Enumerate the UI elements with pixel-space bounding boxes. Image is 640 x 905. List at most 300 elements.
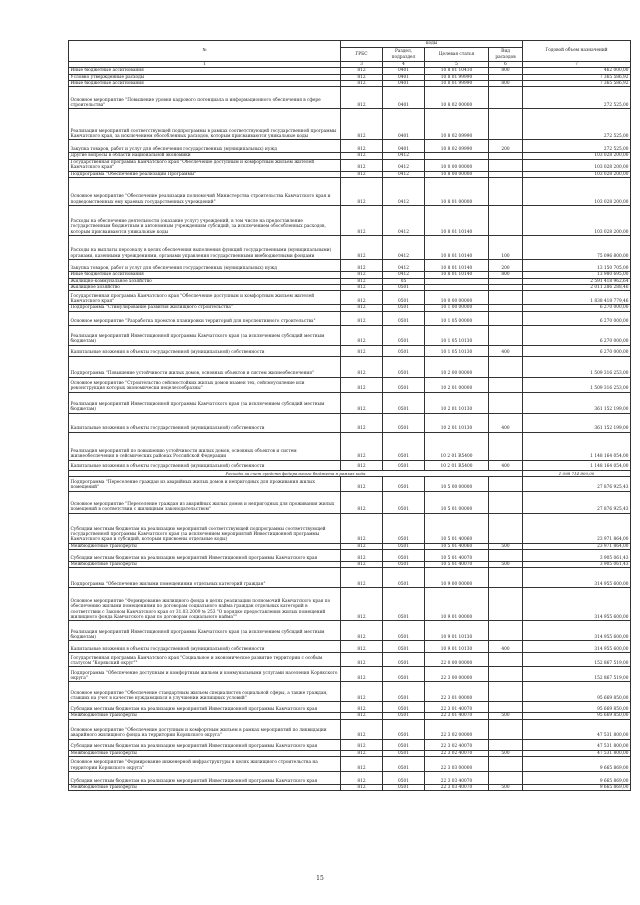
row-target-item: 10 5 01 40060: [425, 543, 489, 549]
row-expense-type: [489, 772, 523, 785]
row-name: Подпрограмма "Обеспечение жилыми помещениями отдельных категорий граждан": [69, 568, 341, 588]
row-name: Основное мероприятие "Разработка проектов планировки территорий для перспективного строительства": [69, 311, 341, 325]
row-grbs: 812: [341, 653, 383, 667]
row-amount: 103 028 200,00: [523, 178, 631, 206]
row-target-item: 22 3 02 40070: [425, 750, 489, 756]
row-expense-type: [489, 549, 523, 561]
row-section: 0401: [383, 109, 425, 140]
row-target-item: 22 3 00 00000: [425, 667, 489, 682]
row-grbs: 812: [341, 68, 383, 74]
row-name: Капитальные вложения в объекты государственной (муниципальной) собственности: [69, 413, 341, 432]
row-section: 0501: [383, 345, 425, 356]
row-amount: 314 955 600,00: [523, 568, 631, 588]
row-amount: 7 365 586,92: [523, 74, 631, 80]
row-section: 0501: [383, 291, 425, 305]
row-amount: 1 509 316 253,00: [523, 356, 631, 377]
row-grbs: 812: [341, 491, 383, 513]
row-section: 0501: [383, 588, 425, 621]
row-expense-type: [489, 513, 523, 543]
row-grbs: 812: [341, 206, 383, 236]
row-amount: 95 669 850,00: [523, 713, 631, 719]
table-row: [69, 206, 631, 236]
row-grbs: 812: [341, 377, 383, 392]
row-amount: 1 509 316 253,00: [523, 377, 631, 392]
row-grbs: 812: [341, 356, 383, 377]
row-grbs: 812: [341, 236, 383, 260]
row-grbs: 812: [341, 278, 383, 284]
row-grbs: 812: [341, 568, 383, 588]
row-target-item: 22 3 03 40070: [425, 785, 489, 791]
row-section: 0401: [383, 140, 425, 153]
row-target-item: 22 3 03 00000: [425, 757, 489, 772]
row-amount: 75 096 800,00: [523, 236, 631, 260]
row-name: Основное мероприятие "Формирование жилищного фонда в целях реализации полномочий Камчатского края по обеспечению жилыми помещениями по договорам социального найма граждан отдельных категорий в соответствии с Законом Камчатского края от 31.03.2009 № 253 "О порядке предоставления жилых помещений жилищного фонда Камчатского края по договорам социального найма"": [69, 588, 341, 621]
row-amount: 47 531 800,00: [523, 719, 631, 739]
row-grbs: 812: [341, 392, 383, 413]
header-col-num: 6: [489, 62, 523, 68]
row-expense-type: [489, 719, 523, 739]
budget-document: [68, 40, 630, 791]
row-target-item: 10 1 05 10130: [425, 345, 489, 356]
row-expense-type: 500: [489, 750, 523, 756]
row-section: 0501: [383, 757, 425, 772]
row-name: Межбюджетные трансферты: [69, 543, 341, 549]
row-name: Закупка товаров, работ и услуг для обеспечения государственных (муниципальных) нужд: [69, 260, 341, 272]
row-amount: 103 028 200,00: [523, 206, 631, 236]
row-expense-type: [489, 206, 523, 236]
row-expense-type: [489, 667, 523, 682]
row-section: 0501: [383, 750, 425, 756]
header-col-num: 1: [69, 62, 341, 68]
row-amount: 1 148 164 054,00: [523, 432, 631, 460]
row-grbs: 812: [341, 87, 383, 109]
row-grbs: 812: [341, 719, 383, 739]
row-amount: 95 669 850,00: [523, 702, 631, 713]
row-section: 0501: [383, 682, 425, 702]
row-target-item: 10 1 00 00000: [425, 305, 489, 311]
table-row: [69, 653, 631, 667]
row-section: 0501: [383, 356, 425, 377]
row-expense-type: [489, 109, 523, 140]
row-name: Государственная программа Камчатского края "Обеспечение доступным и комфортным жильем жителей Камчатского края": [69, 159, 341, 171]
row-amount: 3 905 061,43: [523, 549, 631, 561]
row-target-item: 10 8 00 00000: [425, 171, 489, 177]
row-expense-type: [489, 178, 523, 206]
row-name: Реализация мероприятий по повышению устойчивости жилых домов, основных объектов и систем жизнеобеспечения в сейсмических районах Российской Федерации: [69, 432, 341, 460]
row-expense-type: [489, 621, 523, 641]
row-target-item: 10 9 01 10130: [425, 641, 489, 653]
table-row: [69, 719, 631, 739]
row-target-item: 22 3 01 40070: [425, 702, 489, 713]
row-section: 0501: [383, 284, 425, 290]
header-grbs: ГРБС: [341, 48, 383, 62]
row-name: Межбюджетные трансферты: [69, 750, 341, 756]
row-name: Подпрограмма "Переселение граждан из аварийных жилых домов и непригодных для проживания жилых помещений": [69, 476, 341, 491]
header-col-num: 7: [523, 62, 631, 68]
row-grbs: 812: [341, 153, 383, 159]
row-section: 0501: [383, 543, 425, 549]
row-amount: 1 148 164 054,00: [523, 460, 631, 470]
row-grbs: 812: [341, 159, 383, 171]
row-target-item: 10 9 01 00000: [425, 588, 489, 621]
row-amount: 23 971 864,00: [523, 513, 631, 543]
row-expense-type: [489, 291, 523, 305]
row-section: 0501: [383, 713, 425, 719]
row-expense-type: 500: [489, 785, 523, 791]
row-amount: 314 955 600,00: [523, 588, 631, 621]
row-target-item: 10 2 01 R5400: [425, 460, 489, 470]
header-col-num: 3: [341, 62, 383, 68]
row-name: Реализация мероприятий соответствующей подпрограммы в рамках соответствующей государственной программы Камчатского края, за исключением обособленных расходов, которым присваиваются уникальные коды: [69, 109, 341, 140]
row-target-item: 10 5 01 40070: [425, 549, 489, 561]
row-section: 0501: [383, 549, 425, 561]
table-row: [69, 356, 631, 377]
row-section: 0501: [383, 667, 425, 682]
row-grbs: 812: [341, 325, 383, 345]
header-name: №: [69, 41, 341, 62]
row-expense-type: [489, 702, 523, 713]
row-grbs: 812: [341, 621, 383, 641]
row-section: 0401: [383, 87, 425, 109]
row-target-item: 22 3 02 00000: [425, 719, 489, 739]
table-row: [69, 392, 631, 413]
row-name: Субсидии местным бюджетам на реализацию мероприятий Инвестиционной программы Камчатского края: [69, 702, 341, 713]
table-row: [69, 513, 631, 543]
row-name: Капитальные вложения в объекты государственной (муниципальной) собственности: [69, 345, 341, 356]
row-name: Межбюджетные трансферты: [69, 785, 341, 791]
row-name: Капитальные вложения в объекты государственной (муниципальной) собственности: [69, 641, 341, 653]
table-row: [69, 476, 631, 491]
row-section: 0412: [383, 153, 425, 159]
row-expense-type: [489, 325, 523, 345]
table-row: [69, 588, 631, 621]
row-target-item: 10 2 01 10130: [425, 413, 489, 432]
header-col-num: 4: [383, 62, 425, 68]
row-grbs: 812: [341, 641, 383, 653]
row-amount: 9 665 869,00: [523, 772, 631, 785]
row-target-item: 10 5 01 40070: [425, 561, 489, 567]
row-name: Основное мероприятие "Переселение граждан из аварийных жилых домов и непригодных для проживания жилых помещений в соответствии с жилищным законодательством": [69, 491, 341, 513]
row-grbs: 812: [341, 561, 383, 567]
row-amount: 6 270 000,00: [523, 311, 631, 325]
row-name: Подпрограмма "Повышение устойчивости жилых домов, основных объектов и систем жизнеобеспечения": [69, 356, 341, 377]
row-grbs: 812: [341, 284, 383, 290]
row-target-item: 10 9 01 10130: [425, 621, 489, 641]
row-section: 0412: [383, 236, 425, 260]
row-amount: 103 028 200,00: [523, 171, 631, 177]
header-expense-type: Вид расходов: [489, 48, 523, 62]
row-grbs: 812: [341, 739, 383, 750]
row-grbs: 812: [341, 543, 383, 549]
table-body: [69, 68, 631, 791]
row-amount: 7 365 586,92: [523, 81, 631, 87]
row-expense-type: 800: [489, 68, 523, 74]
row-target-item: 10 8 02 00000: [425, 87, 489, 109]
row-grbs: 812: [341, 272, 383, 278]
row-section: 0501: [383, 561, 425, 567]
page-number: 15: [316, 875, 324, 882]
row-amount: 9 665 869,00: [523, 785, 631, 791]
row-section: 0501: [383, 325, 425, 345]
row-name: Подпрограмма "Обеспечение реализации Программы": [69, 171, 341, 177]
header-col-num: 5: [425, 62, 489, 68]
row-amount: 152 867 519,00: [523, 653, 631, 667]
row-grbs: 812: [341, 432, 383, 460]
row-section: 0501: [383, 311, 425, 325]
row-section: 0501: [383, 392, 425, 413]
header-codes: коды: [341, 41, 523, 48]
row-target-item: 10 9 00 00000: [425, 568, 489, 588]
row-name: Государственная программа Камчатского края "Социальное и экономическое развитие территории с особым статусом "Корякский округ"": [69, 653, 341, 667]
row-target-item: 10 2 01 R5400: [425, 432, 489, 460]
row-name: Капитальные вложения в объекты государственной (муниципальной) собственности: [69, 460, 341, 470]
row-expense-type: 400: [489, 641, 523, 653]
row-section: 0501: [383, 377, 425, 392]
row-name: Основное мероприятие "Обеспечение стандартным жильем специалистов социальной сферы, а также граждан, ставших на учет в качестве нуждающихся в улучшении жилищных условий": [69, 682, 341, 702]
table-row: [69, 291, 631, 305]
row-section: 0501: [383, 305, 425, 311]
row-target-item: 10 8 01 00000: [425, 178, 489, 206]
row-grbs: 812: [341, 305, 383, 311]
row-name: Субсидии местным бюджетам на реализацию мероприятий Инвестиционной программы Камчатского края: [69, 772, 341, 785]
row-name: Основное мероприятие "Строительство сейсмостойких жилых домов взамен тех, сейсмоусиление или реконструкция которых экономически нецелесообразны": [69, 377, 341, 392]
row-target-item: 10 2 01 00000: [425, 377, 489, 392]
row-grbs: 812: [341, 291, 383, 305]
row-expense-type: [489, 311, 523, 325]
row-target-item: 10 8 02 09990: [425, 109, 489, 140]
row-target-item: 10 0 00 00000: [425, 159, 489, 171]
table-row: [69, 87, 631, 109]
table-row: [69, 432, 631, 460]
row-name: Реализация мероприятий Инвестиционной программы Камчатского края (за исключением субсидий местным бюджетам): [69, 621, 341, 641]
row-grbs: 812: [341, 549, 383, 561]
row-target-item: 10 5 01 00000: [425, 491, 489, 513]
row-amount: 27 876 925,43: [523, 476, 631, 491]
row-section: 0501: [383, 739, 425, 750]
row-section: 0412: [383, 206, 425, 236]
row-grbs: 812: [341, 460, 383, 470]
row-section: 0501: [383, 653, 425, 667]
row-grbs: 812: [341, 171, 383, 177]
row-expense-type: 200: [489, 140, 523, 153]
table-row: [69, 325, 631, 345]
row-expense-type: 500: [489, 713, 523, 719]
row-section: 0501: [383, 432, 425, 460]
row-amount: 23 971 864,00: [523, 543, 631, 549]
row-name: Государственная программа Камчатского края "Обеспечение доступным и комфортным жильем жителей Камчатского края": [69, 291, 341, 305]
row-name: Основное мероприятие "Повышение уровня кадрового потенциала и информационного обеспечения в сфере строительства": [69, 87, 341, 109]
table-row: [69, 621, 631, 641]
table-row: [69, 311, 631, 325]
row-target-item: 22 3 03 40070: [425, 772, 489, 785]
row-grbs: 812: [341, 311, 383, 325]
table-row: [69, 549, 631, 561]
row-name: Межбюджетные трансферты: [69, 713, 341, 719]
table-row: [69, 460, 631, 470]
row-target-item: 10 8 01 10140: [425, 260, 489, 272]
row-grbs: 812: [341, 750, 383, 756]
row-expense-type: 800: [489, 81, 523, 87]
row-section: 0412: [383, 159, 425, 171]
table-row: [69, 702, 631, 713]
row-name: Закупка товаров, работ и услуг для обеспечения государственных (муниципальных) нужд: [69, 140, 341, 153]
row-expense-type: 400: [489, 345, 523, 356]
row-target-item: 10 8 01 10140: [425, 206, 489, 236]
row-target-item: 10 0 00 00000: [425, 291, 489, 305]
row-amount: 13 150 705,00: [523, 260, 631, 272]
row-expense-type: [489, 87, 523, 109]
row-amount: 314 955 600,00: [523, 621, 631, 641]
row-name: Жилищное хозяйство: [69, 284, 341, 290]
row-name: Субсидии местным бюджетам на реализацию мероприятий соответствующей подпрограммы соответствующей государственной программы Камчатского края (за исключением мероприятий Инвестиционной программы Камчатского края и субсидий, которым присвоены отдельные коды): [69, 513, 341, 543]
row-section: 0412: [383, 260, 425, 272]
row-name: Иные бюджетные ассигнования: [69, 81, 341, 87]
row-grbs: 812: [341, 140, 383, 153]
row-section: 0401: [383, 68, 425, 74]
row-section: 0501: [383, 460, 425, 470]
row-grbs: 812: [341, 772, 383, 785]
row-amount: 361 152 199,00: [523, 392, 631, 413]
header-target-item: Целевая статья: [425, 48, 489, 62]
row-amount: 272 525,00: [523, 109, 631, 140]
table-row: [69, 236, 631, 260]
row-name: Расходы на выплаты персоналу в целях обеспечения выполнения функций государственными (муниципальными) органами, казенными учреждениями, органами управления государственными внебюджетными фондами: [69, 236, 341, 260]
row-amount: 1 838 418 779,46: [523, 291, 631, 305]
row-target-item: 10 5 01 40060: [425, 513, 489, 543]
row-amount: 6 270 000,00: [523, 305, 631, 311]
table-row: [69, 641, 631, 653]
row-amount: 103 028 200,00: [523, 159, 631, 171]
row-expense-type: [489, 757, 523, 772]
row-amount: 95 669 850,00: [523, 682, 631, 702]
row-target-item: 10 8 01 10140: [425, 272, 489, 278]
row-expense-type: 400: [489, 413, 523, 432]
row-grbs: 812: [341, 260, 383, 272]
row-section: 0412: [383, 178, 425, 206]
table-row: [69, 413, 631, 432]
row-target-item: 10 8 01 10140: [425, 236, 489, 260]
row-grbs: 812: [341, 757, 383, 772]
row-grbs: 812: [341, 785, 383, 791]
row-section: 0501: [383, 621, 425, 641]
row-expense-type: 200: [489, 260, 523, 272]
row-section: 0401: [383, 81, 425, 87]
header-section: Раздел, подраздел: [383, 48, 425, 62]
row-amount: 2 591 418 962,64: [523, 278, 631, 284]
row-grbs: 812: [341, 81, 383, 87]
row-grbs: 812: [341, 513, 383, 543]
table-row: [69, 491, 631, 513]
row-target-item: 22 0 00 00000: [425, 653, 489, 667]
note-text: Расходы за счет средств федерального бюджета в рамках кода: [69, 470, 523, 476]
row-amount: 6 270 000,00: [523, 325, 631, 345]
note-amount: 1 098 714 800,00: [523, 470, 631, 476]
row-target-item: 10 2 00 00000: [425, 356, 489, 377]
table-row: [69, 667, 631, 682]
row-target-item: 10 8 02 09990: [425, 140, 489, 153]
row-target-item: 10 5 00 00000: [425, 476, 489, 491]
row-amount: 462 000,00: [523, 68, 631, 74]
row-target-item: 22 3 02 40070: [425, 739, 489, 750]
row-section: 0401: [383, 74, 425, 80]
row-grbs: 812: [341, 588, 383, 621]
row-section: 0501: [383, 568, 425, 588]
row-grbs: 812: [341, 109, 383, 140]
row-name: Основное мероприятие "Обеспечение доступным и комфортным жильем в рамках мероприятий по ликвидации аварийного жилищного фонда на территории Корякского округа": [69, 719, 341, 739]
row-grbs: 812: [341, 667, 383, 682]
row-section: 0412: [383, 272, 425, 278]
row-section: 0501: [383, 641, 425, 653]
row-name: Подпрограмма "Обеспечение доступным и комфортным жильем и коммунальными услугами населения Корякского округа": [69, 667, 341, 682]
row-section: 0501: [383, 513, 425, 543]
row-name: Другие вопросы в области национальной экономики: [69, 153, 341, 159]
row-section: 05: [383, 278, 425, 284]
table-row: [69, 772, 631, 785]
row-target-item: 10 2 01 10130: [425, 392, 489, 413]
row-amount: 272 525,00: [523, 87, 631, 109]
row-name: Расходы на обеспечение деятельности (оказание услуг) учреждений, в том числе на предоставление государственным бюджетным и автономным учреждениям субсидий, за исключением обособленных расходов, которым присваиваются уникальные коды: [69, 206, 341, 236]
row-section: 0412: [383, 171, 425, 177]
row-section: 0501: [383, 702, 425, 713]
row-amount: 2 011 286 288,46: [523, 284, 631, 290]
row-target-item: 10 8 01 10410: [425, 68, 489, 74]
budget-table: [68, 40, 631, 791]
row-name: Субсидии местным бюджетам на реализацию мероприятий Инвестиционной программы Камчатского края: [69, 549, 341, 561]
row-name: Межбюджетные трансферты: [69, 561, 341, 567]
row-amount: 13 980 695,00: [523, 272, 631, 278]
row-section: 0501: [383, 413, 425, 432]
row-amount: 314 955 600,00: [523, 641, 631, 653]
row-grbs: 812: [341, 682, 383, 702]
row-name: Основное мероприятие "Обеспечение реализации полномочий Министерства строительства Камчатского края и подведомственных ему краевых государственных учреждений": [69, 178, 341, 206]
table-row: [69, 140, 631, 153]
row-section: 0501: [383, 476, 425, 491]
row-grbs: 812: [341, 702, 383, 713]
row-name: Субсидии местным бюджетам на реализацию мероприятий Инвестиционной программы Камчатского края: [69, 739, 341, 750]
table-row: [69, 178, 631, 206]
row-target-item: 10 8 01 99990: [425, 81, 489, 87]
row-name: Основное мероприятие "Формирование инженерной инфраструктуры в целях жилищного строительства на территории Корякского округа": [69, 757, 341, 772]
row-expense-type: [489, 356, 523, 377]
row-name: Иные бюджетные ассигнования: [69, 272, 341, 278]
row-amount: 3 905 061,43: [523, 561, 631, 567]
row-grbs: 812: [341, 178, 383, 206]
table-row: [69, 260, 631, 272]
row-section: 0501: [383, 719, 425, 739]
row-expense-type: [489, 377, 523, 392]
row-section: 0501: [383, 785, 425, 791]
row-name: Подпрограмма "Стимулирование развития жилищного строительства": [69, 305, 341, 311]
row-expense-type: [489, 476, 523, 491]
row-expense-type: [489, 588, 523, 621]
row-grbs: 812: [341, 74, 383, 80]
row-amount: 272 525,00: [523, 140, 631, 153]
row-expense-type: [489, 739, 523, 750]
row-expense-type: 800: [489, 272, 523, 278]
row-expense-type: [489, 159, 523, 171]
row-amount: 9 665 869,00: [523, 757, 631, 772]
row-amount: 47 531 800,00: [523, 750, 631, 756]
row-amount: 103 028 200,00: [523, 153, 631, 159]
row-amount: 152 867 519,00: [523, 667, 631, 682]
table-row: [69, 785, 631, 791]
row-target-item: 10 1 05 00000: [425, 311, 489, 325]
row-expense-type: [489, 682, 523, 702]
row-expense-type: 100: [489, 236, 523, 260]
table-row: [69, 739, 631, 750]
table-row: [69, 109, 631, 140]
row-amount: 361 152 199,00: [523, 413, 631, 432]
